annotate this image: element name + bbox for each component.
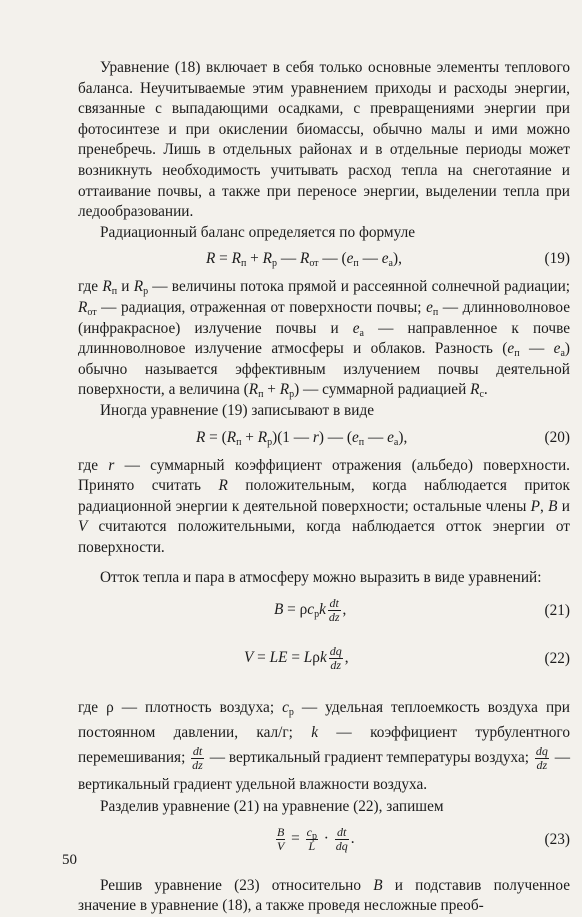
equation-22 — [78, 637, 570, 685]
paragraph-solve: Решив уравнение (23) относительно B и подставив полученное значение в уравнение (18), а также проведя несложные преоб- — [78, 876, 570, 915]
equation-21-formula: $B = \rho c_рk$ $\frac{dt}{dz}$ , — [274, 596, 347, 625]
paragraph-divide: Разделив уравнение (21) на уравнение (22), запишем — [100, 798, 444, 816]
equation-23 — [78, 818, 570, 866]
paragraph-radiation-intro: Радиационный баланс определяется по формуле — [100, 223, 416, 241]
equation-20-number: (20) — [544, 428, 570, 446]
equation-19-number: (19) — [544, 250, 570, 268]
equation-22-formula: V = LE = Lρk $\frac{dq}{dz}$ , — [244, 644, 349, 673]
equation-22-number: (22) — [544, 650, 570, 668]
equation-20-formula: $R = (R_п + R_р)(1$ — r) — ($e_п$ — $e_а$), — [196, 428, 408, 448]
equation-19-formula: $R = R_п + R_р$ — $R_{от}$ — ($e_п$ — $e_а$), — [206, 250, 402, 270]
paragraph-heat-balance: Уравнение (18) включает в себя только основные элементы теплового баланса. Неучитываемые этим уравнением приходы и расходы энергии, связанные с выпадающими осадками, с превращениями энергии при фотосинтезе и при окислении биомассы, обычно малы и ими можно пренебречь. Лишь в отдельных районах и в отдельные периоды может возникнуть необходимость учитывать расход тепла на снеготаяние и оттаивание почвы, а также при переносе энергии, выделении тепла при ледообразовании. — [78, 59, 570, 221]
page-body — [78, 58, 570, 917]
equation-19 — [78, 243, 570, 277]
page-number: 50 — [62, 852, 77, 868]
equation-21-number: (21) — [544, 602, 570, 620]
paragraph-radiation-terms: где $R_п$ и $R_р$ — величины потока прямой и рассеянной солнечной радиации; $R_{от}$ — радиация, отраженная от поверхности почвы; $e_п$ — длинноволновое (инфракрасное) излучение почвы и $e_а$ — направленное к почве длинноволновое излучение атмосферы и облаков. Разность ($e_п$ — $e_а$) обычно называется эффективным излучением почвы деятельной поверхности, а величина $(R_п + R_р)$ — суммарной радиацией $R_с$. — [78, 278, 571, 401]
equation-23-formula: $\frac{B}{V}$ = $\frac{c_р}{L}$ · $\frac{dt}{dq}$ . — [277, 824, 355, 853]
paragraph-alt-form: Иногда уравнение (19) записывают в виде — [100, 401, 375, 419]
paragraph-albedo: где r — суммарный коэффициент отражения (альбедо) поверхности. Принято считать R положительным, когда наблюдается приток радиационной энергии к деятельной поверхности; остальные члены P, B и V считаются положительными, когда наблюдается отток энергии от поверхности. — [78, 456, 570, 556]
paragraph-outflow: Отток тепла и пара в атмосферу можно выразить в виде уравнений: — [100, 569, 542, 587]
equation-23-number: (23) — [544, 830, 570, 848]
equation-21 — [78, 589, 570, 637]
paragraph-symbols: где ρ — плотность воздуха; $c_р$ — удельная теплоемкость воздуха при постоянном давлении, кал/г; k — коэффициент турбулентного перемешивания; $\frac{dt}{dz}$ — вертикальный градиент температуры воздуха; $\frac{dq}{dz}$ — вертикальный градиент удельной влажности воздуха. — [78, 699, 570, 794]
equation-20 — [78, 422, 570, 456]
